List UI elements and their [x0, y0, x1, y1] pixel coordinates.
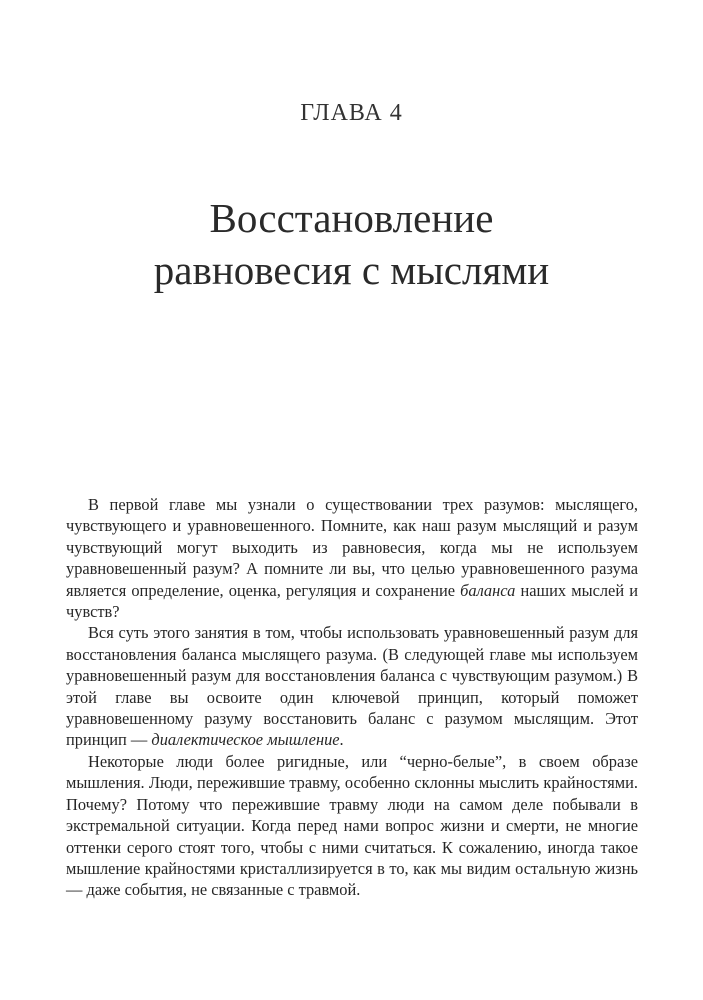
paragraph-1: [66, 494, 638, 622]
paragraph-3-text-a: Некоторые люди более ригидные, или “черно-белые”, в своем образе мышления. Люди, пережившие травму, особенно склонны мыслить крайностями. Почему? Потому что пережившие травму люди на самом деле побывали в экстремальной ситуации. Когда перед нами вопрос жизни и смерти, не многие оттенки серого стоят того, чтобы с ними считаться. К сожалению, иногда такое мышление крайностями кристаллизируется в то, как мы видим остальную жизнь — даже события, не связанные с травмой.: [66, 751, 638, 900]
paragraph-2-text-b: .: [339, 730, 344, 750]
paragraph-2-emphasis: диалектическое мышление: [151, 730, 340, 750]
chapter-title-line-1: Восстановление: [209, 195, 494, 241]
paragraph-3: [66, 751, 638, 901]
chapter-title: [0, 192, 703, 296]
paragraph-1-emphasis: баланса: [460, 580, 516, 600]
paragraph-1-text-b: наших мыслей и чувств?: [66, 580, 638, 622]
chapter-title-line-2: равновесия с мыслями: [153, 247, 550, 293]
paragraph-2-text-a: Вся суть этого занятия в том, чтобы использовать уравновешенный разум для восстановления баланса мыслящего разума. (В следующей главе мы используем уравновешенный разум для восстановления баланса с чувствующим разумом.) В этой главе вы освоите один ключевой принцип, который поможет уравновешенному разуму восстановить баланс с разумом мыслящим. Этот принцип —: [66, 623, 638, 750]
paragraph-1-text-a: В первой главе мы узнали о существовании трех разумов: мыслящего, чувствующего и уравновешенного. Помните, как наш разум мыслящий и разум чувствующий могут выходить из равновесия, когда мы не используем уравновешенный разум? А помните ли вы, что целью уравновешенного разума является определение, оценка, регуляция и сохранение: [66, 495, 638, 600]
chapter-number: ГЛАВА 4: [300, 100, 403, 126]
paragraph-2: [66, 622, 638, 750]
body-text: [66, 494, 638, 901]
